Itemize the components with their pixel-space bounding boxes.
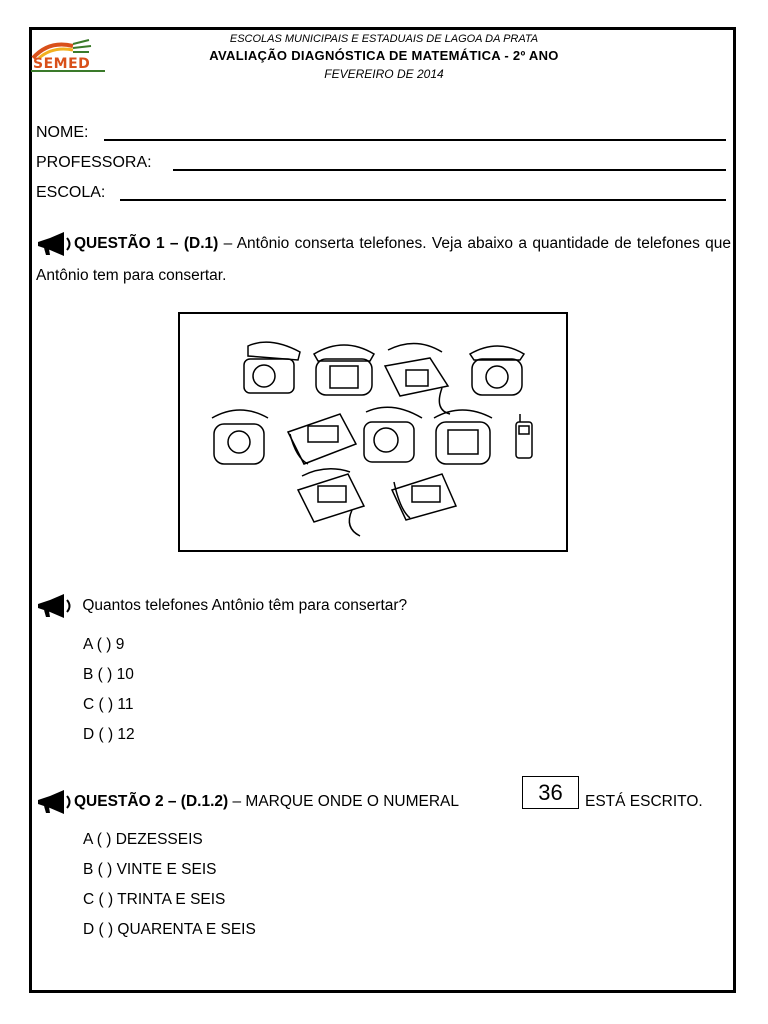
logo-text: SEMED bbox=[33, 56, 91, 72]
q2-option-b[interactable]: B ( ) VINTE E SEIS bbox=[83, 861, 217, 878]
q2-option-a[interactable]: A ( ) DEZESSEIS bbox=[83, 831, 203, 848]
q1-option-b[interactable]: B ( ) 10 bbox=[83, 666, 134, 683]
q1-option-c[interactable]: C ( ) 11 bbox=[83, 696, 134, 713]
q2-label: QUESTÃO 2 – (D.1.2) bbox=[74, 793, 229, 810]
name-line[interactable] bbox=[104, 139, 726, 141]
q2-option-d[interactable]: D ( ) QUARENTA E SEIS bbox=[83, 921, 256, 938]
phone-rotary-1 bbox=[244, 342, 300, 393]
phone-3 bbox=[385, 343, 450, 414]
megaphone-icon bbox=[36, 594, 74, 618]
name-field[interactable] bbox=[36, 124, 726, 142]
school-network: ESCOLAS MUNICIPAIS E ESTADUAIS DE LAGOA DA PRATA bbox=[229, 33, 539, 45]
q2-option-c[interactable]: C ( ) TRINTA E SEIS bbox=[83, 891, 226, 908]
exam-date: FEVEREIRO DE 2014 bbox=[324, 67, 444, 81]
phone-8 bbox=[434, 410, 492, 464]
q1-prompt: Quantos telefones Antônio têm para consertar? bbox=[82, 597, 408, 614]
school-label: ESCOLA: bbox=[36, 184, 106, 201]
phone-10 bbox=[298, 469, 364, 536]
school-field[interactable] bbox=[36, 184, 726, 202]
megaphone-icon bbox=[36, 232, 74, 256]
q2-text-after: ESTÁ ESCRITO. bbox=[585, 793, 703, 810]
teacher-label: PROFESSORA: bbox=[36, 154, 152, 171]
exam-title: AVALIAÇÃO DIAGNÓSTICA DE MATEMÁTICA - 2º ANO bbox=[209, 48, 559, 63]
teacher-field[interactable] bbox=[36, 154, 726, 172]
q1-option-a[interactable]: A ( ) 9 bbox=[83, 636, 125, 653]
phones-illustration bbox=[178, 312, 568, 552]
phone-4 bbox=[470, 346, 524, 395]
teacher-line[interactable] bbox=[173, 169, 726, 171]
numeral-box: 36 bbox=[522, 776, 579, 809]
phone-6 bbox=[288, 414, 356, 464]
school-line[interactable] bbox=[120, 199, 726, 201]
name-label: NOME: bbox=[36, 124, 89, 141]
phone-rotary-7 bbox=[364, 407, 422, 462]
q2-text-before: – MARQUE ONDE O NUMERAL bbox=[228, 793, 459, 810]
megaphone-icon bbox=[36, 790, 74, 814]
question-1 bbox=[36, 228, 731, 292]
phone-mobile-9 bbox=[516, 414, 532, 458]
phone-5 bbox=[212, 410, 268, 464]
phones-drawing bbox=[180, 314, 566, 550]
q1-label: QUESTÃO 1 – (D.1) bbox=[74, 235, 219, 252]
phone-2 bbox=[314, 345, 374, 395]
question-1-prompt bbox=[36, 590, 731, 622]
phone-11 bbox=[392, 474, 456, 520]
q1-option-d[interactable]: D ( ) 12 bbox=[83, 726, 135, 743]
q1-text: – Antônio conserta telefones. Veja abaixo a quantidade de telefones que Antônio tem para consertar. bbox=[36, 235, 731, 284]
